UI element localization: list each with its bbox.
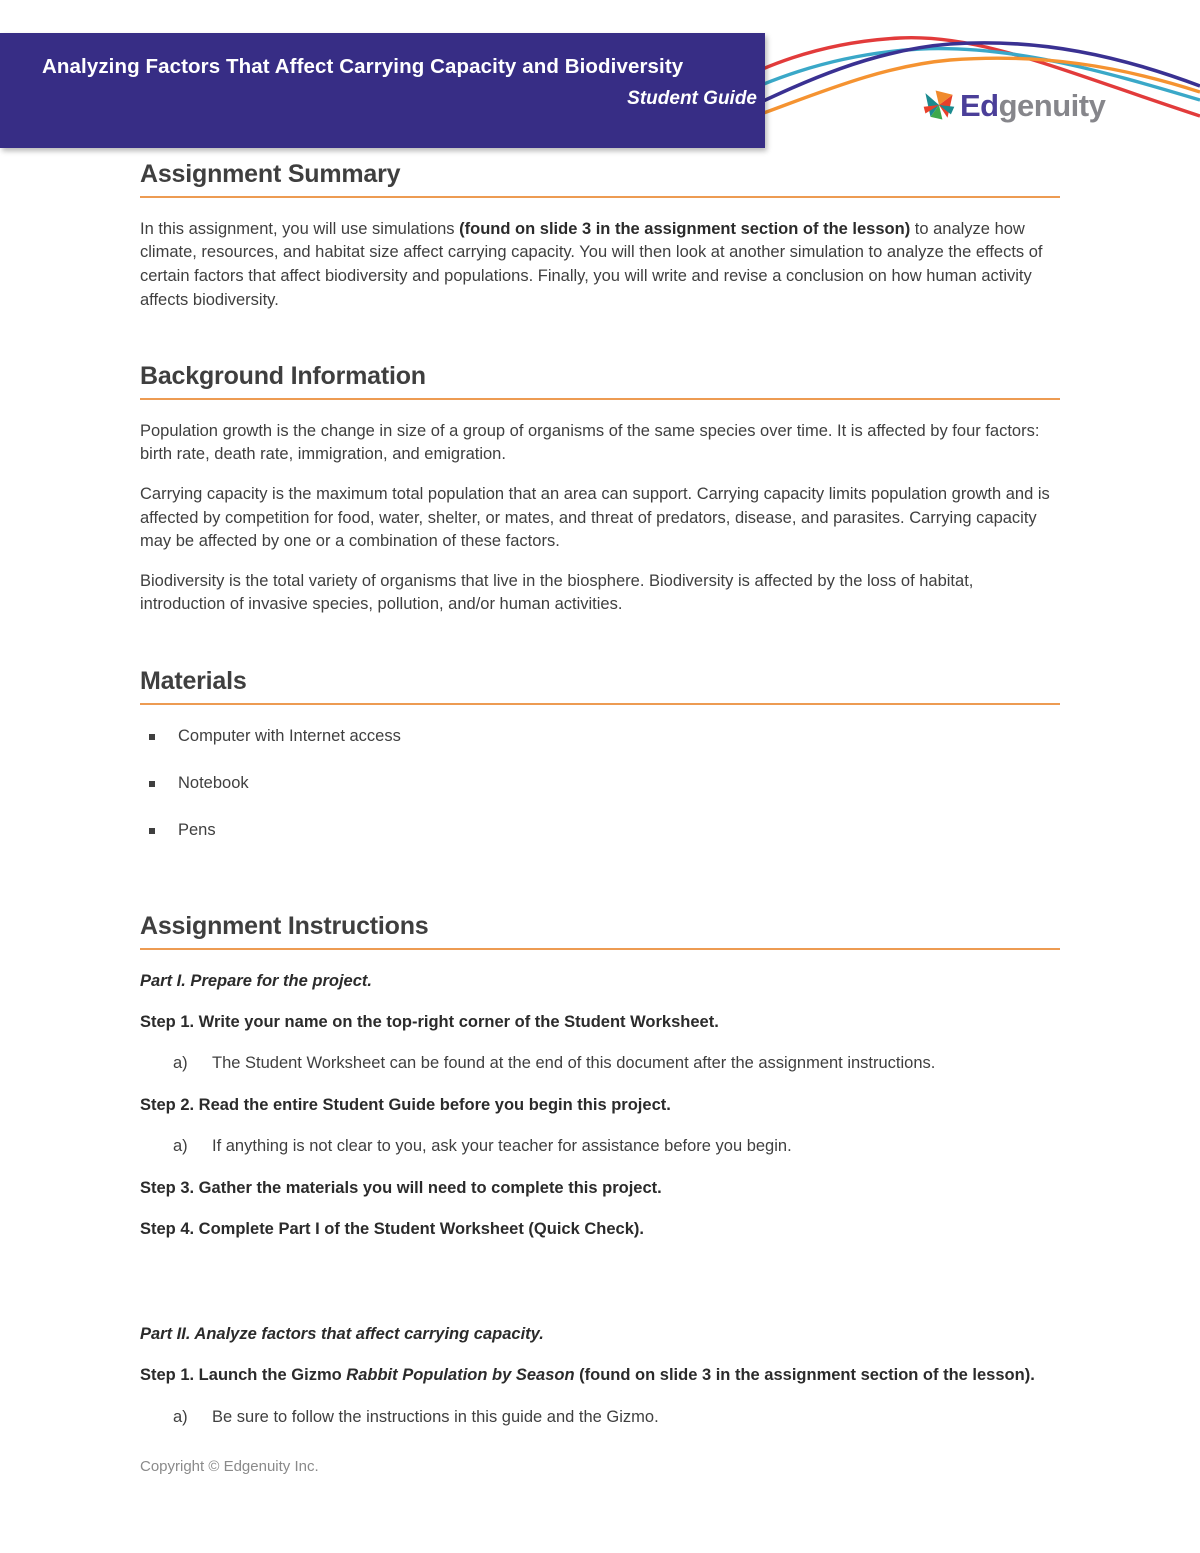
part-1-step-1: Step 1. Write your name on the top-right corner of the Student Worksheet. [140, 1012, 719, 1031]
part-2-step-1-item-a [140, 1406, 1060, 1429]
list-item: Computer with Internet access [140, 725, 1060, 748]
background-paragraph-2: Carrying capacity is the maximum total population that an area can support. Carrying capacity limits population growth and is affected by competition for food, water, shelter, or mates, and threat of predators, disease, and parasites. Carrying capacity may be affected by one or a combination of these factors. [140, 485, 1050, 551]
brand-text-genuity: genuity [998, 87, 1106, 123]
document-body [140, 160, 1060, 1447]
page-subtitle: Student Guide [627, 87, 757, 109]
list-marker: a) [173, 1137, 188, 1156]
spacer [140, 204, 1060, 218]
step-lead-text: Step 1. Launch the Gizmo [140, 1366, 347, 1385]
part-1-step-2-item-a [140, 1135, 1060, 1158]
heading-background-information: Background Information [140, 362, 1060, 400]
edgenuity-x-mark-icon [922, 88, 956, 122]
heading-assignment-summary: Assignment Summary [140, 160, 1060, 198]
sub-item-text: The Student Worksheet can be found at the end of this document after the assignment instructions. [212, 1054, 936, 1073]
part-1-step-4: Step 4. Complete Part I of the Student Worksheet (Quick Check). [140, 1219, 644, 1238]
spacer [140, 633, 1060, 667]
spacer [140, 1259, 1060, 1303]
edgenuity-wordmark [960, 87, 1106, 123]
summary-tail-text: to analyze how climate, resources, and habitat size affect carrying capacity. You will then look at another simulation to analyze the effects of certain factors that affect biodiversity and populations. Finally, you will write and revise a conclusion on how human activity affects biodiversity. [140, 219, 1043, 309]
part-1-step-1-item-a [140, 1052, 1060, 1075]
title-banner [0, 33, 765, 148]
spacer [140, 406, 1060, 420]
brand-text-ed: Ed [960, 87, 999, 123]
part-2-title: Part II. Analyze factors that affect carrying capacity. [140, 1325, 544, 1344]
list-item: Pens [140, 819, 1060, 842]
heading-assignment-instructions: Assignment Instructions [140, 912, 1060, 950]
sub-item-text: If anything is not clear to you, ask your teacher for assistance before you begin. [212, 1137, 792, 1156]
spacer [140, 328, 1060, 362]
step-tail-text: (found on slide 3 in the assignment section of the lesson). [574, 1366, 1035, 1385]
summary-lead-text: In this assignment, you will use simulations [140, 219, 460, 238]
page-header [0, 0, 1200, 160]
gizmo-name: Rabbit Population by Season [346, 1366, 575, 1385]
page-title: Analyzing Factors That Affect Carrying Capacity and Biodiversity [42, 55, 684, 78]
sub-item-text: Be sure to follow the instructions in this guide and the Gizmo. [212, 1407, 659, 1426]
footer-copyright: Copyright © Edgenuity Inc. [140, 1458, 319, 1475]
background-paragraph-1: Population growth is the change in size of a group of organisms of the same species over time. It is affected by four factors: birth rate, death rate, immigration, and emigration. [140, 421, 1040, 464]
part-1-title: Part I. Prepare for the project. [140, 971, 372, 990]
part-1-step-2: Step 2. Read the entire Student Guide before you begin this project. [140, 1095, 671, 1114]
list-marker: a) [173, 1054, 188, 1073]
part-1-step-3: Step 3. Gather the materials you will need to complete this project. [140, 1178, 662, 1197]
list-marker: a) [173, 1407, 188, 1426]
list-item: Notebook [140, 772, 1060, 795]
summary-bold-text: (found on slide 3 in the assignment section of the lesson) [459, 219, 911, 238]
spacer [140, 866, 1060, 912]
background-paragraph-3: Biodiversity is the total variety of organisms that live in the biosphere. Biodiversity is affected by the loss of habitat, introduction of invasive species, pollution, and/or human activities. [140, 571, 974, 614]
edgenuity-logo [922, 88, 1105, 122]
part-2-step-1 [140, 1364, 1060, 1387]
heading-materials: Materials [140, 667, 1060, 705]
materials-list [140, 725, 1060, 842]
assignment-summary-paragraph [140, 218, 1060, 312]
